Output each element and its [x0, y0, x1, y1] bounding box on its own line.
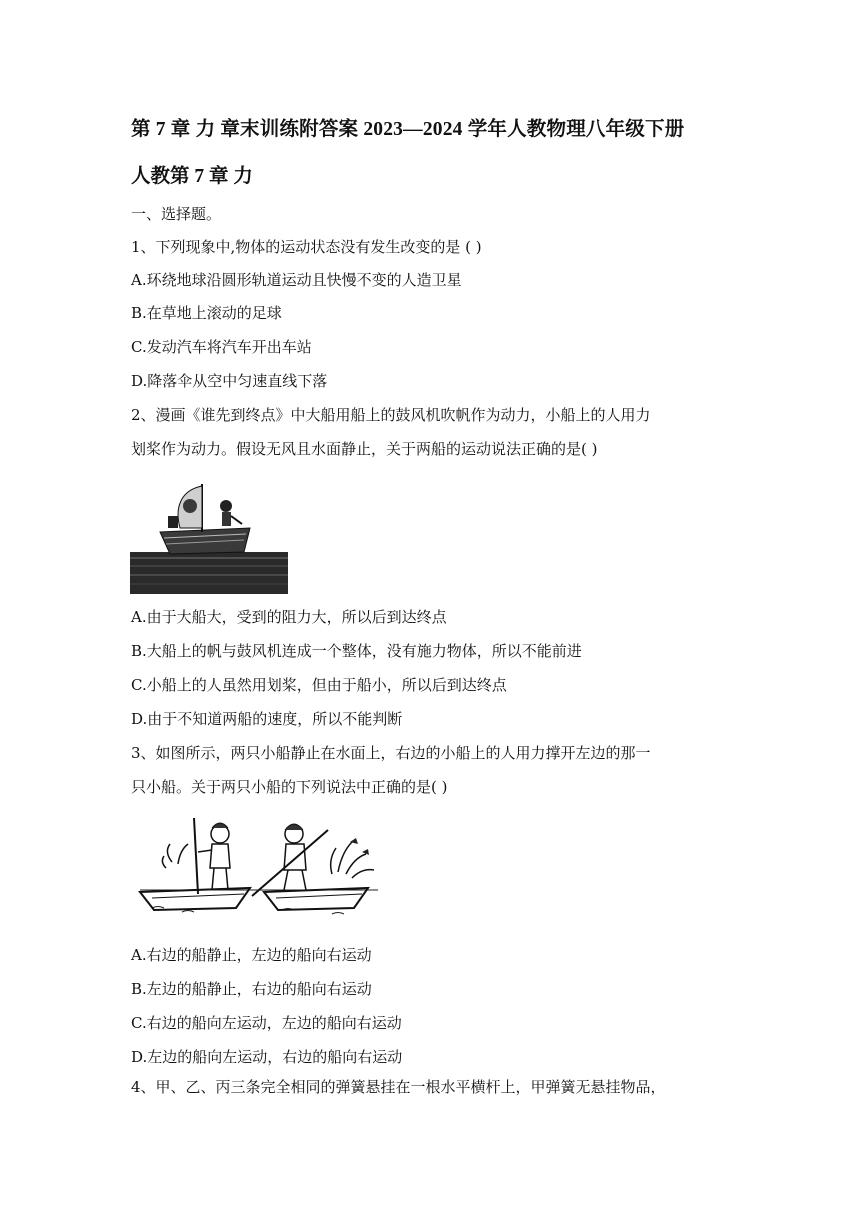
question-1-option-d: D.降落伞从空中匀速直线下落 [131, 372, 328, 390]
question-1-option-c: C.发动汽车将汽车开出车站 [131, 338, 312, 356]
question-1-stem: 1、下列现象中,物体的运动状态没有发生改变的是 ( ) [131, 238, 482, 256]
question-2-option-b: B.大船上的帆与鼓风机连成一个整体，没有施力物体，所以不能前进 [131, 642, 582, 660]
question-3-option-a: A.右边的船静止，左边的船向右运动 [131, 946, 372, 964]
question-2-stem-line-2: 划桨作为动力。假设无风且水面静止，关于两船的运动说法正确的是( ) [131, 440, 598, 458]
question-2-option-c: C.小船上的人虽然用划桨，但由于船小，所以后到达终点 [131, 676, 507, 694]
question-3-stem-line-1: 3、如图所示，两只小船静止在水面上，右边的小船上的人用力撑开左边的那一 [131, 744, 651, 762]
question-4-stem-line-1: 4、甲、乙、丙三条完全相同的弹簧悬挂在一根水平横杆上，甲弹簧无悬挂物品， [131, 1078, 666, 1096]
question-2-option-a: A.由于大船大，受到的阻力大，所以后到达终点 [131, 608, 447, 626]
question-3-option-c: C.右边的船向左运动，左边的船向右运动 [131, 1014, 402, 1032]
question-2-stem-line-1: 2、漫画《谁先到终点》中大船用船上的鼓风机吹帆作为动力，小船上的人用力 [131, 406, 651, 424]
two-boats-figure [132, 812, 382, 922]
document-subtitle: 人教第 7 章 力 [131, 166, 253, 187]
question-2-option-d: D.由于不知道两船的速度，所以不能判断 [131, 710, 403, 728]
question-1-option-a: A.环绕地球沿圆形轨道运动且快慢不变的人造卫星 [131, 271, 462, 289]
question-3-stem-line-2: 只小船。关于两只小船的下列说法中正确的是( ) [131, 778, 448, 796]
question-3-option-b: B.左边的船静止，右边的船向右运动 [131, 980, 372, 998]
section-heading: 一、选择题。 [131, 205, 222, 223]
question-1-option-b: B.在草地上滚动的足球 [131, 304, 282, 322]
boat-cartoon-figure [130, 476, 288, 594]
question-3-option-d: D.左边的船向左运动，右边的船向右运动 [131, 1048, 403, 1066]
document-title: 第 7 章 力 章末训练附答案 2023—2024 学年人教物理八年级下册 [131, 119, 685, 140]
